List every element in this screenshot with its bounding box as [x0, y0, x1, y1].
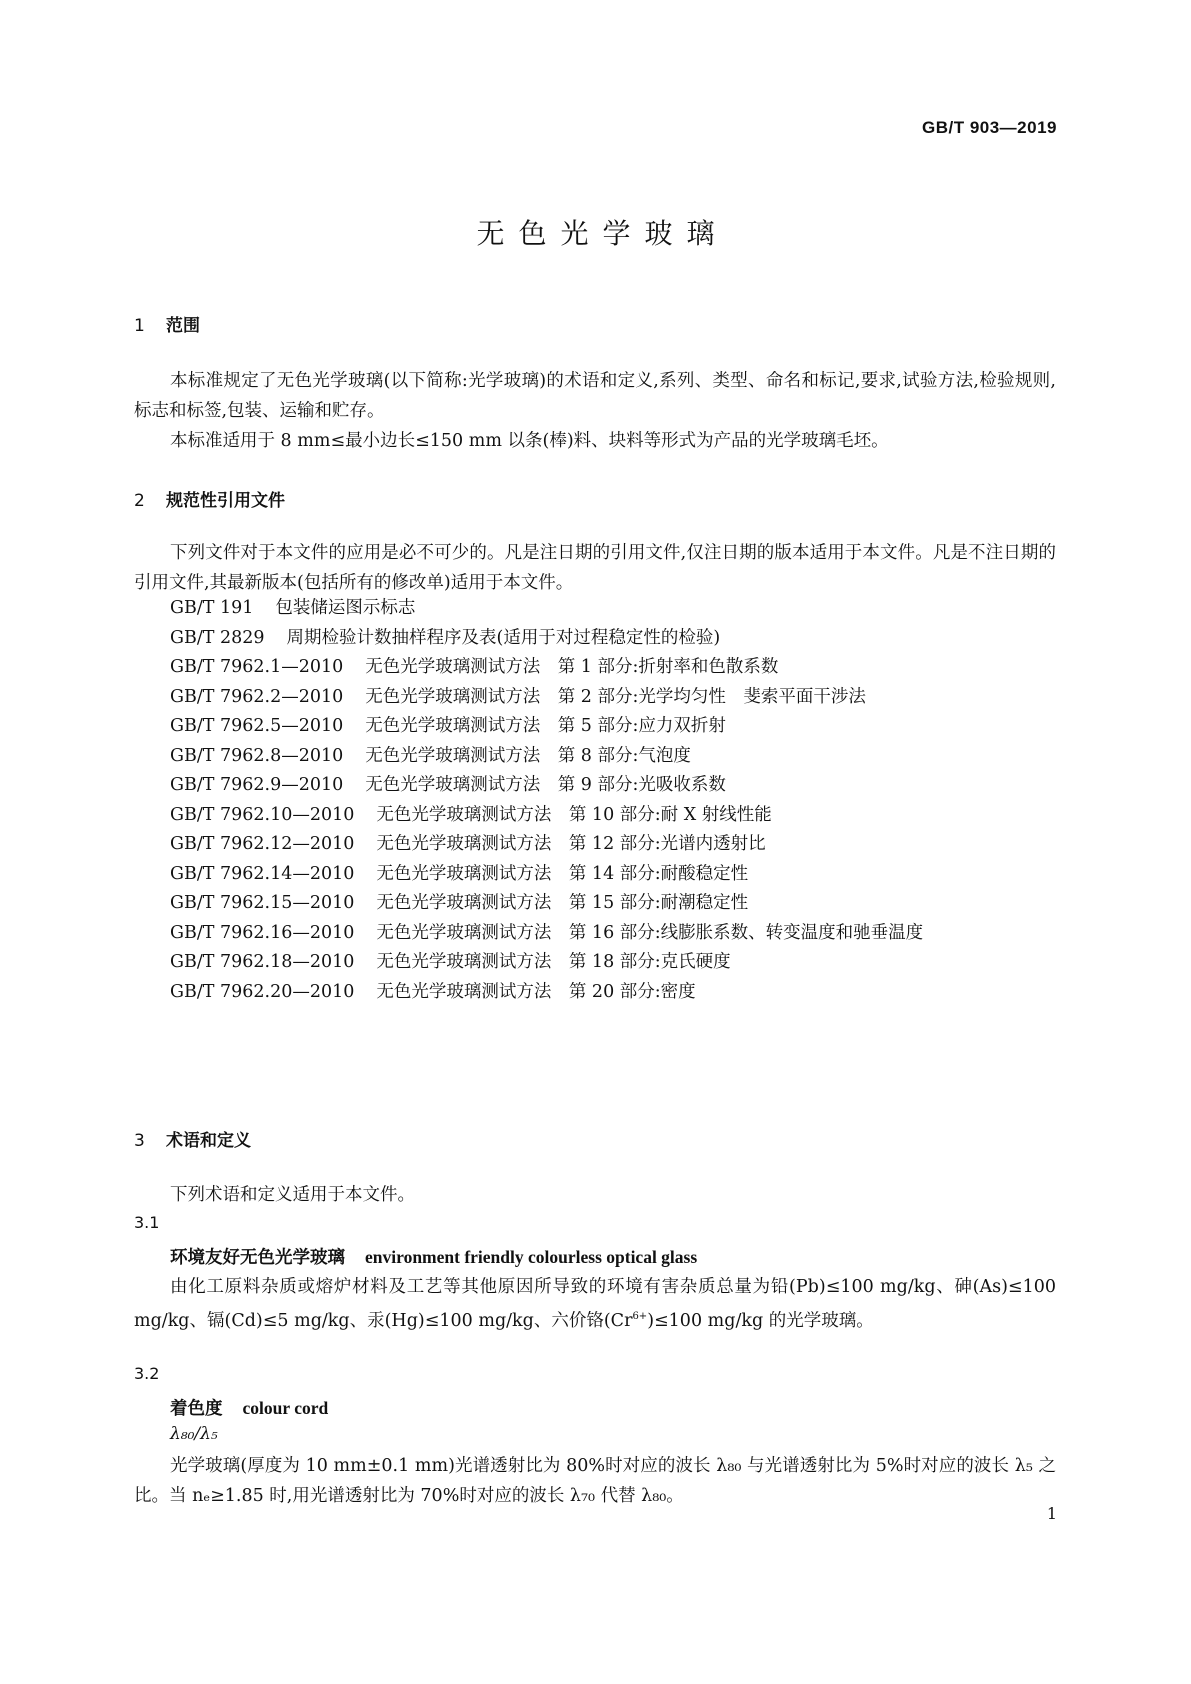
reference-item	[170, 624, 923, 654]
term-3-1-zh: 环境友好无色光学玻璃	[170, 1248, 345, 1268]
reference-code: GB/T 7962.12—2010	[170, 834, 355, 854]
reference-code: GB/T 7962.9—2010	[170, 775, 344, 795]
reference-title: 无色光学玻璃测试方法 第 1 部分:折射率和色散系数	[365, 657, 779, 677]
term-3-2-definition: 光学玻璃(厚度为 10 mm±0.1 mm)光谱透射比为 80%时对应的波长 λ₈₀ 与光谱透射比为 5%时对应的波长 λ₅ 之比。当 nₑ≥1.85 时,用光谱透射比为 70%时对应的波长 λ₇₀ 代替 λ₈₀。	[134, 1456, 1056, 1506]
reference-item	[170, 594, 923, 624]
page-number: 1	[1046, 1504, 1057, 1523]
term-3-2-en: colour cord	[242, 1398, 329, 1418]
reference-title: 无色光学玻璃测试方法 第 5 部分:应力双折射	[365, 716, 726, 736]
reference-item	[170, 978, 923, 1008]
reference-item	[170, 683, 923, 713]
reference-item	[170, 801, 923, 831]
reference-title: 无色光学玻璃测试方法 第 16 部分:线膨胀系数、转变温度和驰垂温度	[376, 922, 924, 943]
section-2-title: 规范性引用文件	[166, 491, 285, 511]
reference-code: GB/T 7962.18—2010	[170, 952, 355, 972]
reference-title: 无色光学玻璃测试方法 第 8 部分:气泡度	[365, 745, 691, 766]
reference-item	[170, 948, 923, 978]
reference-item	[170, 830, 923, 860]
reference-title: 周期检验计数抽样程序及表(适用于对过程稳定性的检验)	[286, 627, 721, 648]
reference-item	[170, 653, 923, 683]
section-1-paragraph-2: 本标准适用于 8 mm≤最小边长≤150 mm 以条(棒)料、块料等形式为产品的光学玻璃毛坯。	[170, 431, 889, 451]
reference-title: 包装储运图示标志	[275, 598, 416, 618]
reference-item	[170, 889, 923, 919]
term-3-1-definition	[134, 1272, 1056, 1336]
reference-code: GB/T 7962.1—2010	[170, 657, 344, 677]
reference-code: GB/T 7962.5—2010	[170, 716, 344, 736]
term-3-1-heading	[170, 1244, 697, 1269]
reference-title: 无色光学玻璃测试方法 第 18 部分:克氏硬度	[376, 952, 731, 972]
reference-code: GB/T 7962.14—2010	[170, 863, 355, 884]
reference-code: GB/T 7962.10—2010	[170, 804, 355, 825]
reference-title: 无色光学玻璃测试方法 第 20 部分:密度	[376, 981, 696, 1002]
reference-title: 无色光学玻璃测试方法 第 2 部分:光学均匀性 斐索平面干涉法	[365, 686, 866, 707]
reference-code: GB/T 7962.15—2010	[170, 893, 355, 913]
reference-list	[170, 594, 923, 1007]
reference-item	[170, 860, 923, 890]
reference-code: GB/T 7962.16—2010	[170, 922, 355, 943]
term-3-2-symbol: λ₈₀/λ₅	[170, 1424, 218, 1444]
section-3-title: 术语和定义	[166, 1131, 251, 1151]
term-3-2-number: 3.2	[134, 1364, 160, 1383]
section-2-intro: 下列文件对于本文件的应用是必不可少的。凡是注日期的引用文件,仅注日期的版本适用于本文件。凡是不注日期的引用文件,其最新版本(包括所有的修改单)适用于本文件。	[134, 543, 1056, 593]
section-1-title: 范围	[166, 316, 200, 336]
reference-title: 无色光学玻璃测试方法 第 10 部分:耐 X 射线性能	[376, 804, 772, 825]
reference-title: 无色光学玻璃测试方法 第 14 部分:耐酸稳定性	[376, 863, 749, 884]
term-3-1-en: environment friendly colourless optical glass	[365, 1247, 698, 1267]
term-3-1-definition-superscript: 6+	[632, 1311, 648, 1322]
term-3-1-definition-text-end: )≤100 mg/kg 的光学玻璃。	[647, 1310, 874, 1331]
reference-title: 无色光学玻璃测试方法 第 9 部分:光吸收系数	[365, 775, 726, 795]
reference-title: 无色光学玻璃测试方法 第 15 部分:耐潮稳定性	[376, 893, 749, 913]
section-3-heading	[134, 1126, 251, 1151]
term-3-1-number: 3.1	[134, 1213, 160, 1232]
reference-code: GB/T 2829	[170, 627, 265, 648]
term-3-2-heading	[170, 1395, 328, 1420]
reference-item	[170, 771, 923, 801]
section-2-heading	[134, 486, 285, 511]
section-2-number: 2	[134, 491, 145, 511]
reference-code: GB/T 7962.2—2010	[170, 686, 344, 707]
reference-item	[170, 712, 923, 742]
term-3-2-zh: 着色度	[170, 1399, 223, 1419]
reference-code: GB/T 191	[170, 598, 254, 618]
standard-number: GB/T 903—2019	[921, 118, 1057, 137]
reference-code: GB/T 7962.8—2010	[170, 745, 344, 766]
reference-item	[170, 742, 923, 772]
term-3-1-definition-text: 由化工原料杂质或熔炉材料及工艺等其他原因所导致的环境有害杂质总量为铅(Pb)≤100 mg/kg、砷(As)≤100 mg/kg、镉(Cd)≤5 mg/kg、汞(Hg)≤100 mg/kg、六价铬(Cr	[134, 1277, 1056, 1331]
section-3-intro: 下列术语和定义适用于本文件。	[170, 1185, 415, 1205]
reference-item	[170, 919, 923, 949]
section-1-paragraph-1: 本标准规定了无色光学玻璃(以下简称:光学玻璃)的术语和定义,系列、类型、命名和标记,要求,试验方法,检验规则,标志和标签,包装、运输和贮存。	[134, 371, 1056, 421]
reference-code: GB/T 7962.20—2010	[170, 981, 355, 1002]
reference-title: 无色光学玻璃测试方法 第 12 部分:光谱内透射比	[376, 834, 766, 854]
section-1-heading	[134, 311, 200, 336]
section-3-number: 3	[134, 1131, 145, 1151]
section-1-number: 1	[134, 316, 145, 336]
document-title: 无色光学玻璃	[476, 217, 729, 250]
